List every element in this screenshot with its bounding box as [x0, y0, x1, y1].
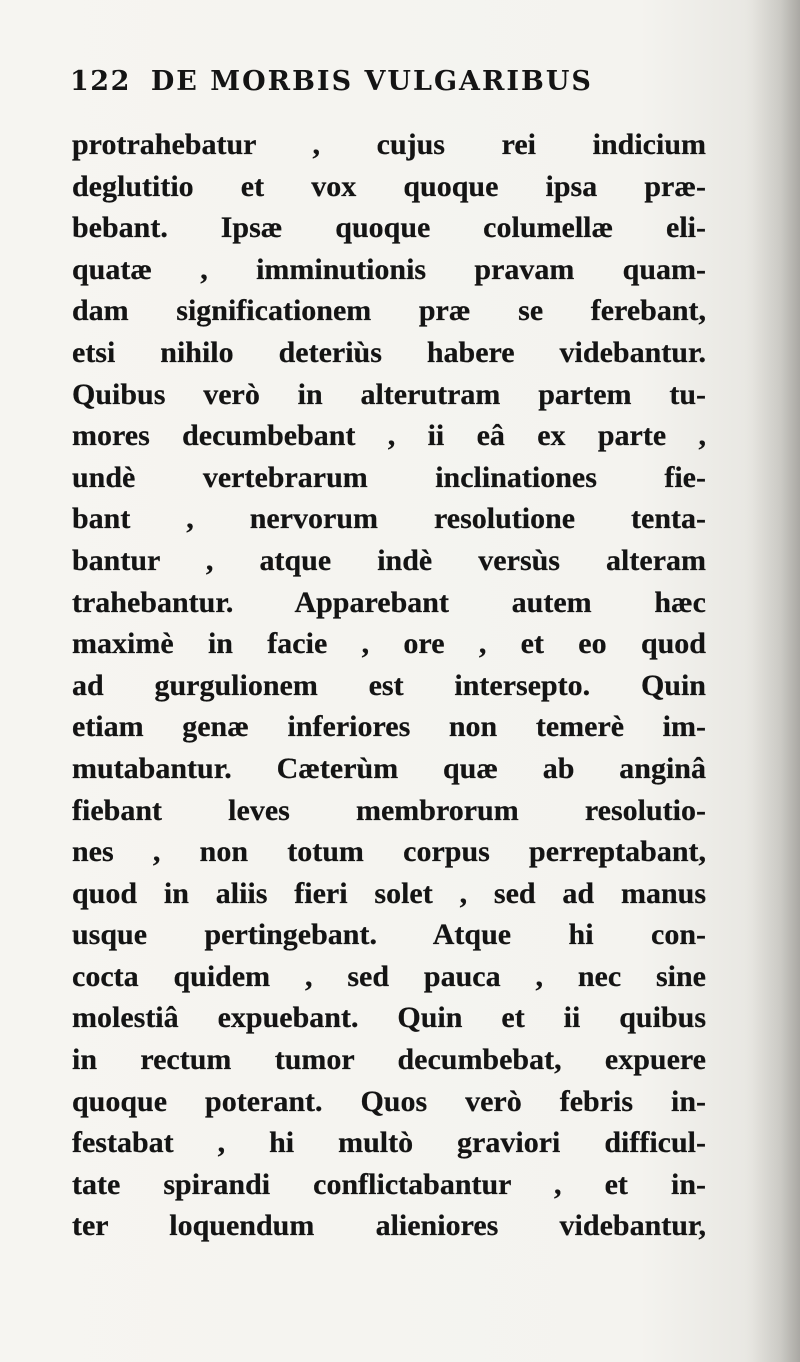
text-line: maximè in facie , ore , et eo quod [72, 627, 706, 661]
text-line: molestiâ expuebant. Quin et ii quibus [72, 1001, 706, 1035]
text-line: deglutitio et vox quoque ipsa præ- [72, 169, 706, 203]
text-line: bantur , atque indè versùs alteram [72, 543, 706, 577]
text-line: Quibus verò in alterutram partem tu- [72, 377, 706, 411]
text-line: nes , non totum corpus perreptabant, [72, 835, 706, 869]
text-line: protrahebatur , cujus rei indicium [72, 128, 706, 161]
text-line: cocta quidem , sed pauca , nec sine [72, 959, 706, 993]
page-header [70, 66, 710, 110]
text-line: etiam genæ inferiores non temerè im- [72, 710, 706, 744]
text-line: undè vertebrarum inclinationes fie- [72, 460, 706, 494]
text-line: ad gurgulionem est intersepto. Quin [72, 668, 706, 702]
text-line: etsi nihilo deteriùs habere videbantur. [72, 335, 706, 369]
text-line: tate spirandi conflictabantur , et in- [72, 1167, 706, 1201]
text-line: bant , nervorum resolutione tenta- [72, 502, 706, 536]
text-line: quod in aliis fieri solet , sed ad manus [72, 876, 706, 910]
text-line: dam significationem præ se ferebant, [72, 294, 706, 328]
text-line: bebant. Ipsæ quoque columellæ eli- [72, 211, 706, 245]
text-line: fiebant leves membrorum resolutio- [72, 793, 706, 827]
text-line: quatæ , imminutionis pravam quam- [72, 252, 706, 286]
text-line: mores decumbebant , ii eâ ex parte , [72, 419, 706, 453]
page-number: 122 [70, 66, 131, 97]
text-line: festabat , hi multò graviori difficul- [72, 1126, 706, 1160]
text-line: mutabantur. Cæterùm quæ ab anginâ [72, 751, 706, 785]
body-text [72, 124, 706, 1247]
text-line: in rectum tumor decumbebat, expuere [72, 1043, 706, 1077]
page-edge-shadow [752, 0, 800, 1362]
text-line: usque pertingebant. Atque hi con- [72, 918, 706, 952]
text-line: trahebantur. Apparebant autem hæc [72, 585, 706, 619]
text-line: quoque poterant. Quos verò febris in- [72, 1084, 706, 1118]
running-head: DE MORBIS VULGARIBUS [150, 66, 593, 97]
text-line: ter loquendum alieniores videbantur, [72, 1209, 706, 1243]
